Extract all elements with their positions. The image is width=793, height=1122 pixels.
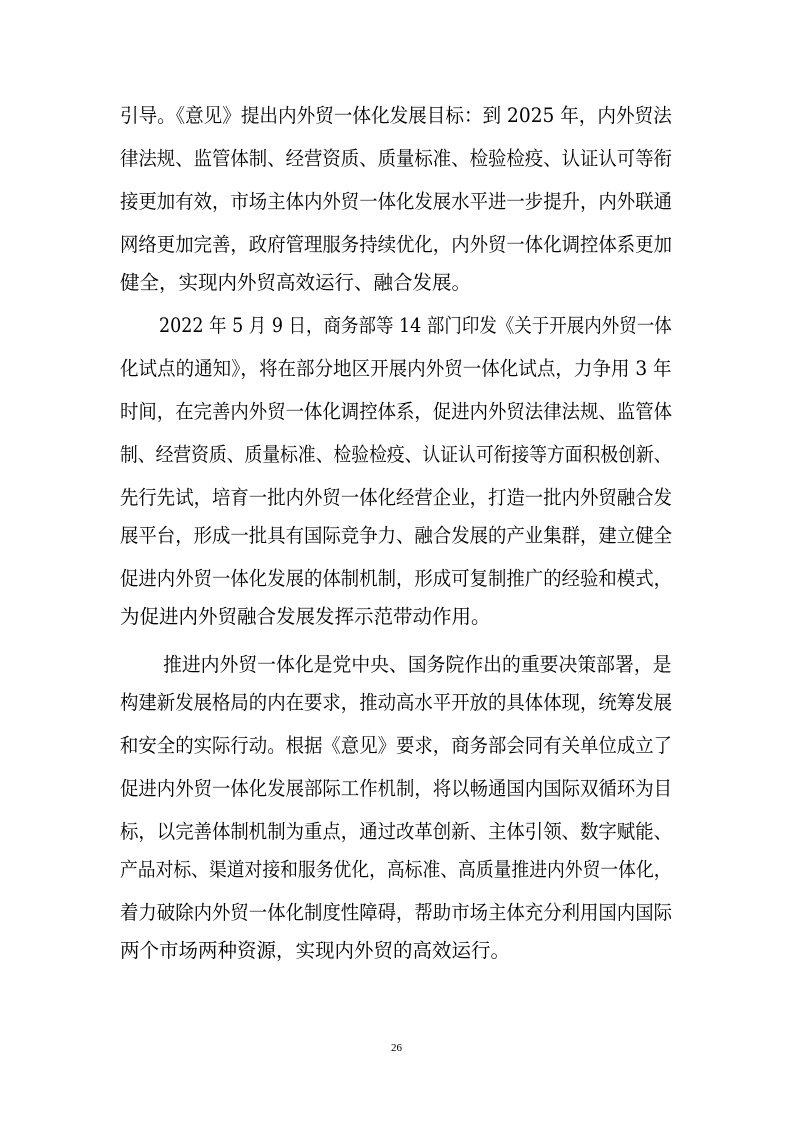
paragraph-line: 时间，在完善内外贸一体化调控体系，促进内外贸法律法规、监管体 <box>120 400 673 423</box>
paragraph-line: 为促进内外贸融合发展发挥示范带动作用。 <box>120 605 491 628</box>
paragraph-line: 2022 年 5 月 9 日，商务部等 14 部门印发《关于开展内外贸一体 <box>159 314 672 337</box>
paragraph-line: 健全，实现内外贸高效运行、融合发展。 <box>120 271 472 294</box>
paragraph-line: 促进内外贸一体化发展的体制机制，形成可复制推广的经验和模式， <box>120 567 673 590</box>
paragraph-line: 着力破除内外贸一体化制度性障碍，帮助市场主体充分利用国内国际 <box>120 901 673 924</box>
paragraph-line: 网络更加完善，政府管理服务持续优化，内外贸一体化调控体系更加 <box>120 233 673 256</box>
paragraph-line: 促进内外贸一体化发展部际工作机制，将以畅通国内国际双循环为目 <box>120 777 673 800</box>
paragraph-line: 制、经营资质、质量标准、检验检疫、认证认可衔接等方面积极创新、 <box>120 443 672 466</box>
paragraph-line: 推进内外贸一体化是党中央、国务院作出的重要决策部署，是 <box>163 653 672 676</box>
paragraph-line: 标，以完善体制机制为重点，通过改革创新、主体引领、数字赋能、 <box>120 820 673 843</box>
page-number: 26 <box>391 1042 402 1054</box>
paragraph-line: 两个市场两种资源，实现内外贸的高效运行。 <box>120 939 511 962</box>
paragraph-line: 先行先试，培育一批内外贸一体化经营企业，打造一批内外贸融合发 <box>120 486 673 509</box>
paragraph-line: 产品对标、渠道对接和服务优化，高标准、高质量推进内外贸一体化， <box>120 858 672 881</box>
paragraph-line: 律法规、监管体制、经营资质、质量标准、检验检疫、认证认可等衔 <box>120 147 673 170</box>
paragraph-line: 接更加有效，市场主体内外贸一体化发展水平进一步提升，内外联通 <box>120 190 673 213</box>
paragraph-line: 引导。《意见》提出内外贸一体化发展目标：到 2025 年，内外贸法 <box>120 104 672 127</box>
paragraph-line: 化试点的通知》，将在部分地区开展内外贸一体化试点，力争用 3 年 <box>120 357 672 380</box>
paragraph-line: 和安全的实际行动。根据《意见》要求，商务部会同有关单位成立了 <box>120 734 673 757</box>
paragraph-line: 展平台，形成一批具有国际竞争力、融合发展的产业集群，建立健全 <box>120 524 673 547</box>
paragraph-line: 构建新发展格局的内在要求，推动高水平开放的具体体现，统筹发展 <box>120 691 673 714</box>
